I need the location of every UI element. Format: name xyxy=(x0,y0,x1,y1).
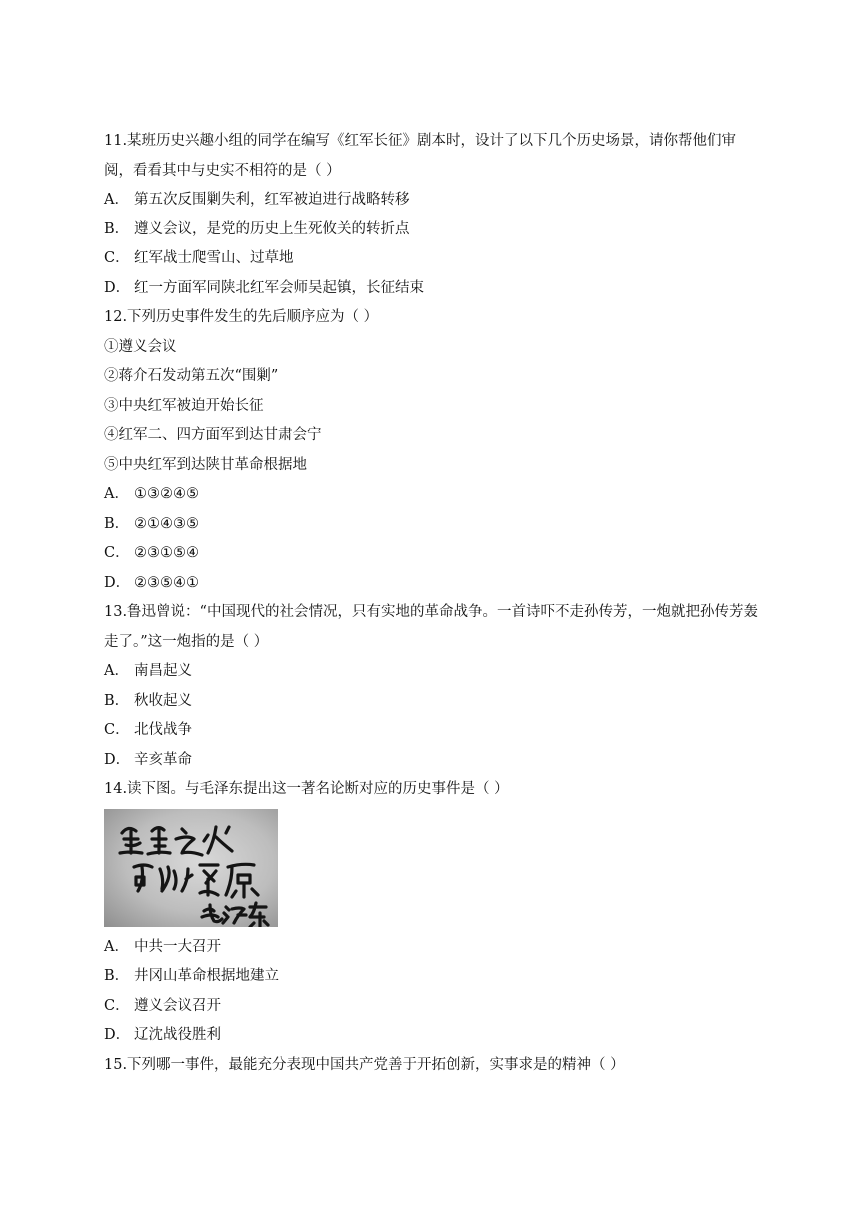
option-text: 中共一大召开 xyxy=(134,939,221,955)
option-letter: D． xyxy=(104,1027,131,1043)
question-15-stem: 15.下列哪一事件，最能充分表现中国共产党善于开拓创新，实事求是的精神（ ） xyxy=(104,1057,625,1073)
option-letter: D． xyxy=(104,280,131,296)
question-14-option-b xyxy=(104,966,279,986)
option-letter: A． xyxy=(104,939,129,955)
option-text: 红军战士爬雪山、过草地 xyxy=(134,250,294,266)
question-12-item-2: ②蒋介石发动第五次“围剿” xyxy=(104,368,279,384)
question-13-option-a xyxy=(104,661,192,681)
option-letter: C． xyxy=(104,250,130,266)
option-letter: C． xyxy=(104,722,130,738)
question-13-stem: 13.鲁迅曾说：“中国现代的社会情况，只有实地的革命战争。一首诗吓不走孙传芳，一炮就把孙传芳轰走了。”这一炮指的是（ ） xyxy=(104,604,758,650)
option-text: 井冈山革命根据地建立 xyxy=(134,968,279,984)
option-text: ②③⑤④① xyxy=(134,575,199,591)
question-12-item-3: ③中央红军被迫开始长征 xyxy=(104,398,264,414)
question-13-option-b xyxy=(104,691,192,711)
question-12-item-5: ⑤中央红军到达陕甘革命根据地 xyxy=(104,457,307,473)
option-text: 辽沈战役胜利 xyxy=(134,1027,221,1043)
question-14-option-a xyxy=(104,937,221,957)
question-14-option-d xyxy=(104,1025,221,1045)
question-12-item-1: ①遵义会议 xyxy=(104,339,177,355)
question-13-option-d xyxy=(104,750,192,770)
option-text: 辛亥革命 xyxy=(134,752,192,768)
question-11-option-c xyxy=(104,248,294,268)
question-11-stem: 11.某班历史兴趣小组的同学在编写《红军长征》剧本时，设计了以下几个历史场景，请你帮他们审阅，看看其中与史实不相符的是（ ） xyxy=(104,133,737,179)
option-letter: C． xyxy=(104,998,130,1014)
calligraphy-strokes xyxy=(104,809,278,927)
question-14-stem: 14.读下图。与毛泽东提出这一著名论断对应的历史事件是（ ） xyxy=(104,781,509,797)
question-14-option-c xyxy=(104,996,221,1016)
question-11-option-d xyxy=(104,278,424,298)
option-text: 红一方面军同陕北红军会师吴起镇，长征结束 xyxy=(134,280,424,296)
option-letter: D． xyxy=(104,575,131,591)
option-letter: B． xyxy=(104,221,130,237)
question-12-item-4: ④红军二、四方面军到达甘肃会宁 xyxy=(104,427,322,443)
option-text: ①③②④⑤ xyxy=(134,486,199,502)
option-text: ②③①⑤④ xyxy=(134,545,199,561)
option-letter: B． xyxy=(104,968,130,984)
question-13-option-c xyxy=(104,720,192,740)
question-12-option-c xyxy=(104,543,199,563)
question-11-option-a xyxy=(104,190,410,210)
option-text: 遵义会议召开 xyxy=(134,998,221,1014)
option-text: 秋收起义 xyxy=(134,693,192,709)
option-letter: A． xyxy=(104,663,129,679)
option-letter: B． xyxy=(104,693,130,709)
option-text: 遵义会议，是党的历史上生死攸关的转折点 xyxy=(134,221,410,237)
option-text: ②①④③⑤ xyxy=(134,516,199,532)
option-letter: A． xyxy=(104,192,129,208)
option-letter: D． xyxy=(104,752,131,768)
question-11-option-b xyxy=(104,219,410,239)
question-12-option-d xyxy=(104,573,199,593)
calligraphy-image xyxy=(104,809,278,927)
option-text: 北伐战争 xyxy=(134,722,192,738)
question-12-option-a xyxy=(104,484,199,504)
question-12-option-b xyxy=(104,514,199,534)
option-letter: A． xyxy=(104,486,129,502)
option-letter: B． xyxy=(104,516,130,532)
option-text: 南昌起义 xyxy=(134,663,192,679)
question-12-stem: 12.下列历史事件发生的先后顺序应为（ ） xyxy=(104,309,379,325)
option-text: 第五次反围剿失利，红军被迫进行战略转移 xyxy=(134,192,410,208)
option-letter: C． xyxy=(104,545,130,561)
